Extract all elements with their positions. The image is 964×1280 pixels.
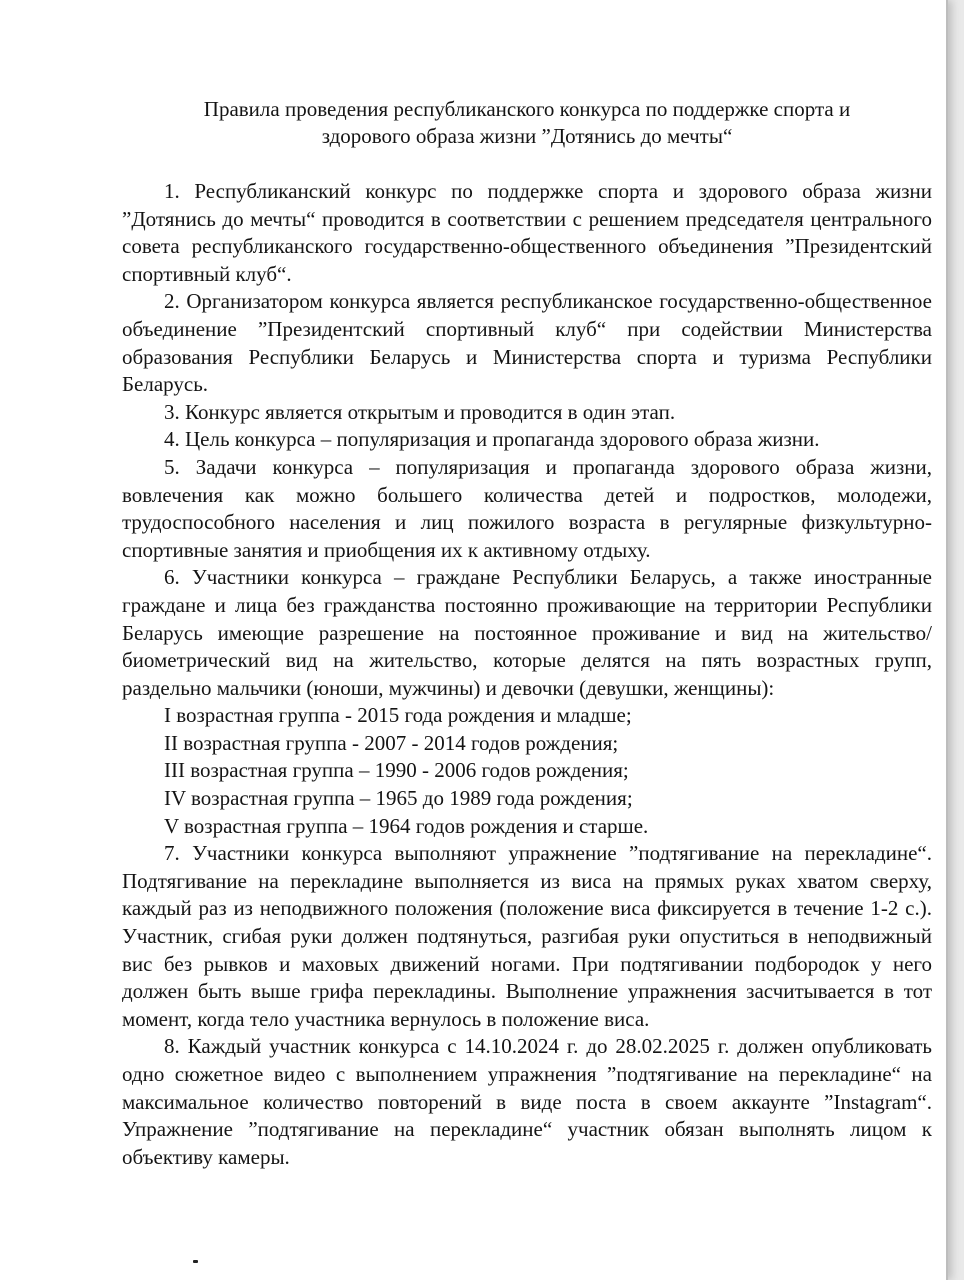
age-group-1: I возрастная группа - 2015 года рождения и младше; (164, 703, 632, 728)
paragraph-1: 1. Республиканский конкурс по поддержке спорта и здорового образа жизни ”Дотянись до мечты“ проводится в соответствии с решением председателя центрального совета республиканского государственно-общественного объединения ”Президентский спортивный клуб“. (122, 179, 932, 286)
title-line-2: здорового образа жизни ”Дотянись до мечты“ (321, 124, 733, 148)
scan-speck (193, 1260, 198, 1263)
age-groups-list (122, 702, 932, 840)
document-title (122, 96, 932, 150)
paragraph-3: 3. Конкурс является открытым и проводится в один этап. (164, 399, 676, 424)
age-group-4: IV возрастная группа – 1965 до 1989 года рождения; (164, 786, 633, 811)
age-group-3: III возрастная группа – 1990 - 2006 годов рождения; (164, 758, 629, 783)
title-line-1: Правила проведения республиканского конкурса по поддержке спорта и (203, 97, 851, 121)
paragraph-6: 6. Участники конкурса – граждане Республики Беларусь, а также иностранные граждане и лица без гражданства постоянно проживающие на территории Республики Беларусь имеющие разрешение на постоянное проживание и вид на жительство/биометрический вид на жительство, которые делятся на пять возрастных групп, раздельно мальчики (юноши, мужчины) и девочки (девушки, женщины): (122, 565, 932, 700)
paragraph-7: 7. Участники конкурса выполняют упражнение ”подтягивание на перекладине“. Подтягивание на перекладине выполняется из виса на прямых руках хватом сверху, каждый раз из неподвижного положения (положение виса фиксируется в течение 1-2 с.). Участник, сгибая руки должен подтянуться, разгибая руки опуститься в неподвижный вис без рывков и маховых движений ногами. При подтягивании подбородок у него должен быть выше грифа перекладины. Выполнение упражнения засчитывается в тот момент, когда тело участника вернулось в положение виса. (122, 841, 932, 1031)
paragraph-4: 4. Цель конкурса – популяризация и пропаганда здорового образа жизни. (164, 427, 820, 452)
document-body (122, 96, 932, 1171)
paragraph-5: 5. Задачи конкурса – популяризация и пропаганда здорового образа жизни, вовлечения как можно большего количества детей и подростков, молодежи, трудоспособного населения и лиц пожилого возраста в регулярные физкультурно-спортивные занятия и приобщения их к активному отдыху. (122, 454, 932, 562)
age-group-2: II возрастная группа - 2007 - 2014 годов рождения; (164, 730, 619, 755)
age-group-5: V возрастная группа – 1964 годов рождения и старше. (164, 813, 649, 838)
paragraph-8: 8. Каждый участник конкурса с 14.10.2024 г. до 28.02.2025 г. должен опубликовать одно сюжетное видео с выполнением упражнения ”подтягивание на перекладине“ на максимальное количество повторений в виде поста в своем аккаунте ”Instagram“. Упражнение ”подтягивание на перекладине“ участник обязан выполнять лицом к объективу камеры. (122, 1034, 932, 1169)
paragraph-2: 2. Организатором конкурса является республиканское государственно-общественное объединение ”Президентский спортивный клуб“ при содействии Министерства образования Республики Беларусь и Министерства спорта и туризма Республики Беларусь. (122, 289, 932, 397)
